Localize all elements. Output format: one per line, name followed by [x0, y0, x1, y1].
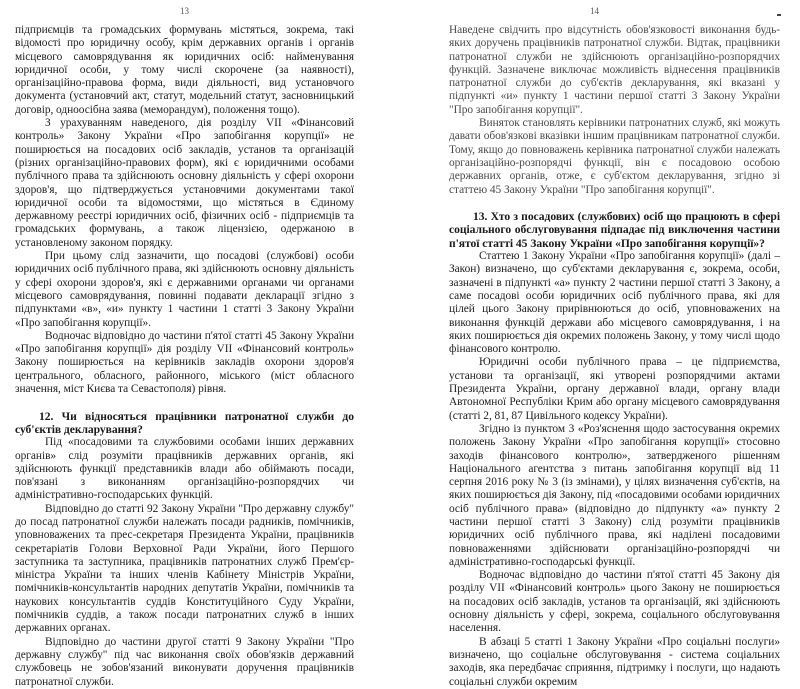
- page-14: [400, 0, 800, 688]
- paragraph: Наведене свідчить про відсутність обов'язковості виконання будь-яких доручень працівників патронатної служби. Відтак, працівники патронатної служби не здійснюють організаційно-розпорядчих функцій. Зазначене виключає можливість віднесення працівників патронатної служби до суб'єктів декларування, які вказані у підпункті «и» пункту 1 частини першої статті 3 Закону України "Про запобігання корупції".: [449, 24, 780, 116]
- paragraph: Юридичні особи публічного права – це підприємства, установи та організації, які утворені розпорядчими актами Президента України, органу державної влади, органу влади Автономної Республіки Крим або органу місцевого самоврядування (статті 2, 81, 87 Цивільного кодексу України).: [449, 356, 780, 422]
- paragraph: Під «посадовими та службовими особами інших державних органів» слід розуміти працівників державних органів, які здійснюють функції представників влади або обіймають посади, пов'язані з виконанням організаційно-розпорядчих чи адміністративно-господарських функцій.: [15, 436, 354, 502]
- paragraph: З урахуванням наведеного, дія розділу VII «Фінансовий контроль» Закону України «Про запобігання корупції» не поширюється на посадових осіб закладів, установ та організацій (різних організаційно-правових форм), які є юридичними особами публічного права та здійснюють основну діяльність у сфері охорони здоров'я, що підтверджується установчими документами такої юридичної особи та відомостями, що містяться в Єдиному державному реєстрі юридичних осіб, фізичних осіб - підприємців та громадських формувань, а також ліцензією, одержаною в установленому законом порядку.: [15, 117, 354, 249]
- paragraph: Відповідно до статті 92 Закону України "Про державну службу" до посад патронатної служби належать посади радників, помічників, уповноважених та прес-секретаря Президента України, працівників секретаріатів Голови Верховної Ради України, його Першого заступника та заступника, працівників патронатних служб Прем'єр-міністра України та інших членів Кабінету Міністрів України, помічників-консультантів народних депутатів України, помічників та наукових консультантів суддів Конституційного Суду України, помічників суддів, а також посади патронатних служб в інших державних органах.: [15, 502, 354, 635]
- paragraph: Статтею 1 Закону України «Про запобігання корупції» (далі – Закон) визначено, що суб'єктами декларування є, зокрема, особи, зазначені в підпункті «а» пункту 2 частини першої статті 3 Закону, а саме посадові особи юридичних осіб публічного права, які для цілей цього Закону прирівнюються до осіб, уповноважених на виконання функцій держави або місцевого самоврядування, і на яких поширюється дія окремих положень Закону, у тому числі щодо фінансового контролю.: [449, 250, 780, 356]
- paragraph: Згідно із пунктом 3 «Роз'яснення щодо застосування окремих положень Закону України «Про запобігання корупції» стосовно заходів фінансового контролю», затвердженого рішенням Національного агентства з питань запобігання корупції від 11 серпня 2016 року № 3 (із змінами), у цілях визначення суб'єктів, на яких поширюється дія Закону, під «посадовими особами юридичних осіб публічного права» (відповідно до підпункту «а» пункту 2 частини першої статті 3 Закону) слід розуміти працівників юридичних осіб публічного права, які наділені посадовими повноваженнями здійснювати організаційно-розпорядчі чи адміністративно-господарські функції.: [449, 422, 780, 568]
- paragraph: підприємців та громадських формувань містяться, зокрема, такі відомості про юридичну особу, крім державних органів і органів місцевого самоврядування як юридичних осіб: найменування юридичної особи, у тому числі скорочене (за наявності), організаційно-правова форма, види діяльності, вид установчого документа (установчий акт, статут, модельний статут, засновницький договір, одноосібна заява (меморандум), положення тощо).: [15, 24, 354, 116]
- paragraph: Водночас відповідно до частини п'ятої статті 45 Закону дія розділу VII «Фінансовий контроль» цього Закону не поширюється на посадових осіб закладів, установ та організацій, які здійснюють основну діяльність у сфері, зокрема, соціального обслуговування населення.: [449, 569, 780, 635]
- page-content: [15, 24, 354, 689]
- page-13: [0, 0, 400, 688]
- spacer: [449, 197, 780, 210]
- question-heading-12: 12. Чи відносяться працівники патронатної служби до суб'єктів декларування?: [15, 409, 354, 436]
- paragraph: Виняток становлять керівники патронатних служб, які можуть давати обов'язкові вказівки іншим працівникам патронатної служби. Тому, якщо до повноважень керівника патронатної служби належать організаційно-розпорядчі функції, він є посадовою особою державних органів, отже, є суб'єктом декларування, згідно зі статтею 45 Закону України "Про запобігання корупції".: [449, 117, 781, 196]
- question-heading-13: 13. Хто з посадових (службових) осіб що працюють в сфері соціального обслуговування підпадає під виключення частини п'ятої статті 45 Закону України «Про запобігання корупції»?: [449, 210, 780, 250]
- paragraph: При цьому слід зазначити, що посадові (службові) особи юридичних осіб публічного права, які здійснюють основну діяльність у сфері охорони здоров'я, які є державними органами чи органами місцевого самоврядування, повинні подавати декларації згідно з підпунктами «в», «и» пункту 1 частини 1 статті 3 Закону України «Про запобігання корупції».: [15, 250, 354, 329]
- page-content: [449, 24, 780, 689]
- spacer: [15, 396, 354, 409]
- scan-mark: [777, 14, 781, 16]
- paragraph: Відповідно до частини другої статті 9 Закону України "Про державну службу" під час виконання своїх обов'язків державний службовець не зобов'язаний виконувати доручення працівників патронатної служби.: [15, 635, 354, 688]
- page-number: 14: [590, 6, 599, 16]
- page-number: 13: [180, 6, 189, 16]
- paragraph: Водночас відповідно до частини п'ятої статті 45 Закону України «Про запобігання корупції» дія розділу VII «Фінансовий контроль» Закону поширюється на керівників закладів охорони здоров'я центрального, обласного, районного, міського (міст обласного значення, міст Києва та Севастополя) рівня.: [15, 329, 354, 396]
- paragraph: В абзаці 5 статті 1 Закону України «Про соціальні послуги» визначено, що соціальне обслуговування - система соціальних заходів, яка передбачає сприяння, підтримку і послуги, що надають соціальні служби окремим: [449, 635, 780, 688]
